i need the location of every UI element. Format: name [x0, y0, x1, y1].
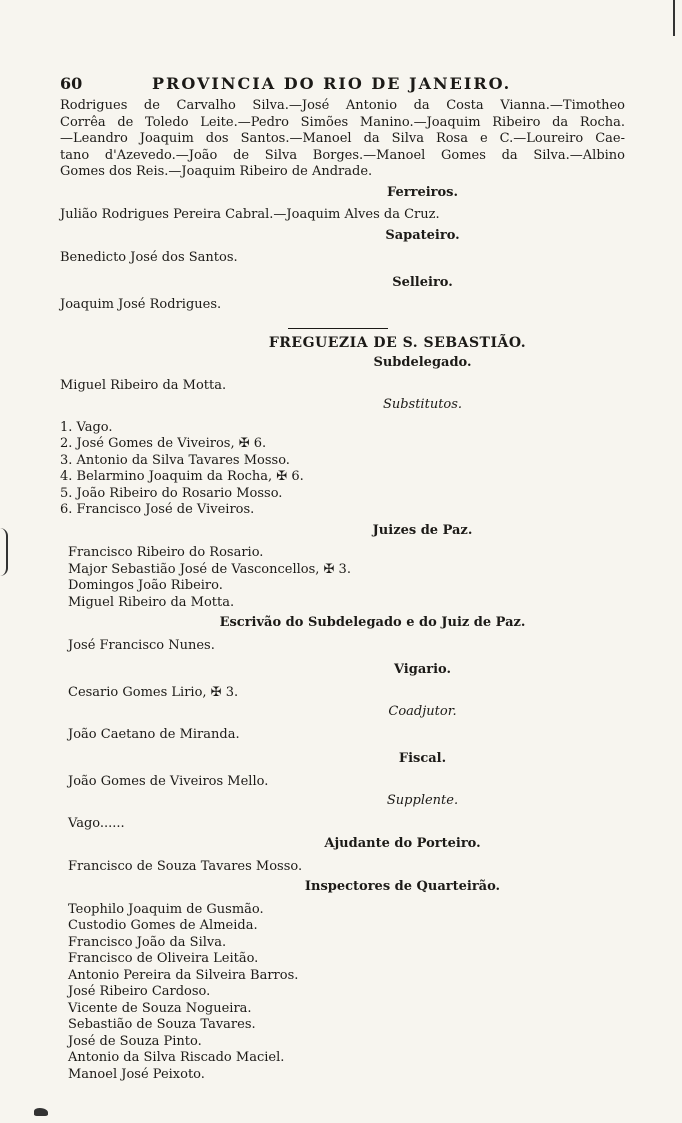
freguezia-title: FREGUEZIA DE S. SEBASTIÃO. [268, 334, 527, 351]
text-line: tano d'Azevedo.—João de Silva Borges.—Manoel Gomes da Silva.—Albino [60, 147, 625, 163]
page-header [60, 74, 620, 96]
text-line: Gomes dos Reis.—Joaquim Ribeiro de Andrade. [60, 164, 373, 179]
section-text: João Gomes de Viveiros Mello. [68, 773, 269, 789]
juizes-list [60, 545, 625, 611]
list-item: Francisco João da Silva. [68, 934, 227, 950]
text-line: Rodrigues de Carvalho Silva.—José Antonio da Costa Vianna.—Timotheo [60, 98, 625, 113]
section-text: José Francisco Nunes. [68, 637, 215, 653]
section-text: João Caetano de Miranda. [68, 726, 240, 742]
list-item: José de Souza Pinto. [68, 1033, 202, 1049]
running-title: PROVINCIA DO RIO DE JANEIRO. [152, 74, 512, 93]
text-line: —Leandro Joaquim dos Santos.—Manoel da Silva Rosa e C.—Loureiro Cae- [60, 131, 625, 146]
list-item: Domingos João Ribeiro. [68, 578, 223, 593]
list-item: Custodio Gomes de Almeida. [68, 918, 258, 933]
list-item: Francisco de Oliveira Leitão. [68, 951, 259, 966]
page-content [60, 98, 625, 1083]
list-item: Miguel Ribeiro da Motta. [68, 594, 235, 610]
list-item: José Ribeiro Cardoso. [68, 984, 211, 999]
section-heading: Escrivão do Subdelegado e do Juiz de Paz. [219, 615, 526, 630]
section-text: Miguel Ribeiro da Motta. [60, 377, 227, 393]
substitutos-list [60, 420, 625, 519]
section-heading: Juizes de Paz. [372, 522, 473, 538]
binding-mark [0, 528, 8, 576]
section-heading: Ajudante do Porteiro. [324, 836, 481, 851]
section-heading: Ferreiros. [386, 184, 459, 200]
list-item: Antonio da Silva Riscado Maciel. [68, 1050, 285, 1065]
section-text: Francisco de Souza Tavares Mosso. [68, 858, 303, 874]
section-text: Joaquim José Rodrigues. [60, 297, 222, 312]
section-subheading: Substitutos. [382, 397, 463, 412]
list-item: 1. Vago. [60, 419, 113, 435]
scan-edge-mark [673, 0, 675, 36]
text-line: Corrêa de Toledo Leite.—Pedro Simões Manino.—Joaquim Ribeiro da Rocha. [60, 114, 625, 130]
section-subheading: Coadjutor. [388, 704, 457, 719]
list-item: 3. Antonio da Silva Tavares Mosso. [60, 452, 290, 468]
ink-blot [34, 1108, 48, 1116]
list-item: 6. Francisco José de Viveiros. [60, 502, 255, 517]
list-item: Teophilo Joaquim de Gusmão. [68, 901, 264, 917]
list-item: 4. Belarmino Joaquim da Rocha, ✠ 6. [60, 469, 304, 484]
section-text: Julião Rodrigues Pereira Cabral.—Joaquim Alves da Cruz. [60, 207, 440, 222]
section-heading: Inspectores de Quarteirão. [304, 879, 501, 894]
inspectores-list [60, 902, 625, 1084]
intro-paragraph [60, 98, 625, 181]
page-number: 60 [60, 74, 83, 93]
section-heading: Vigario. [393, 662, 452, 677]
section-heading: Selleiro. [392, 274, 453, 290]
list-item: Manoel José Peixoto. [68, 1066, 205, 1082]
list-item: Vicente de Souza Nogueira. [68, 1000, 252, 1016]
list-item: Sebastião de Souza Tavares. [68, 1017, 256, 1032]
list-item: Major Sebastião José de Vasconcellos, ✠ 3. [68, 561, 351, 577]
section-divider [288, 328, 388, 329]
section-text: Benedicto José dos Santos. [60, 250, 238, 265]
section-heading: Subdelegado. [373, 355, 472, 370]
section-text: Vago...... [68, 815, 125, 831]
section-subheading: Supplente. [386, 793, 459, 808]
section-heading: Sapateiro. [385, 227, 460, 243]
section-text: Cesario Gomes Lirio, ✠ 3. [68, 684, 239, 700]
list-item: 5. João Ribeiro do Rosario Mosso. [60, 485, 283, 501]
section-heading: Fiscal. [398, 751, 447, 766]
list-item: Antonio Pereira da Silveira Barros. [68, 967, 299, 983]
list-item: 2. José Gomes de Viveiros, ✠ 6. [60, 436, 267, 451]
list-item: Francisco Ribeiro do Rosario. [68, 545, 264, 560]
